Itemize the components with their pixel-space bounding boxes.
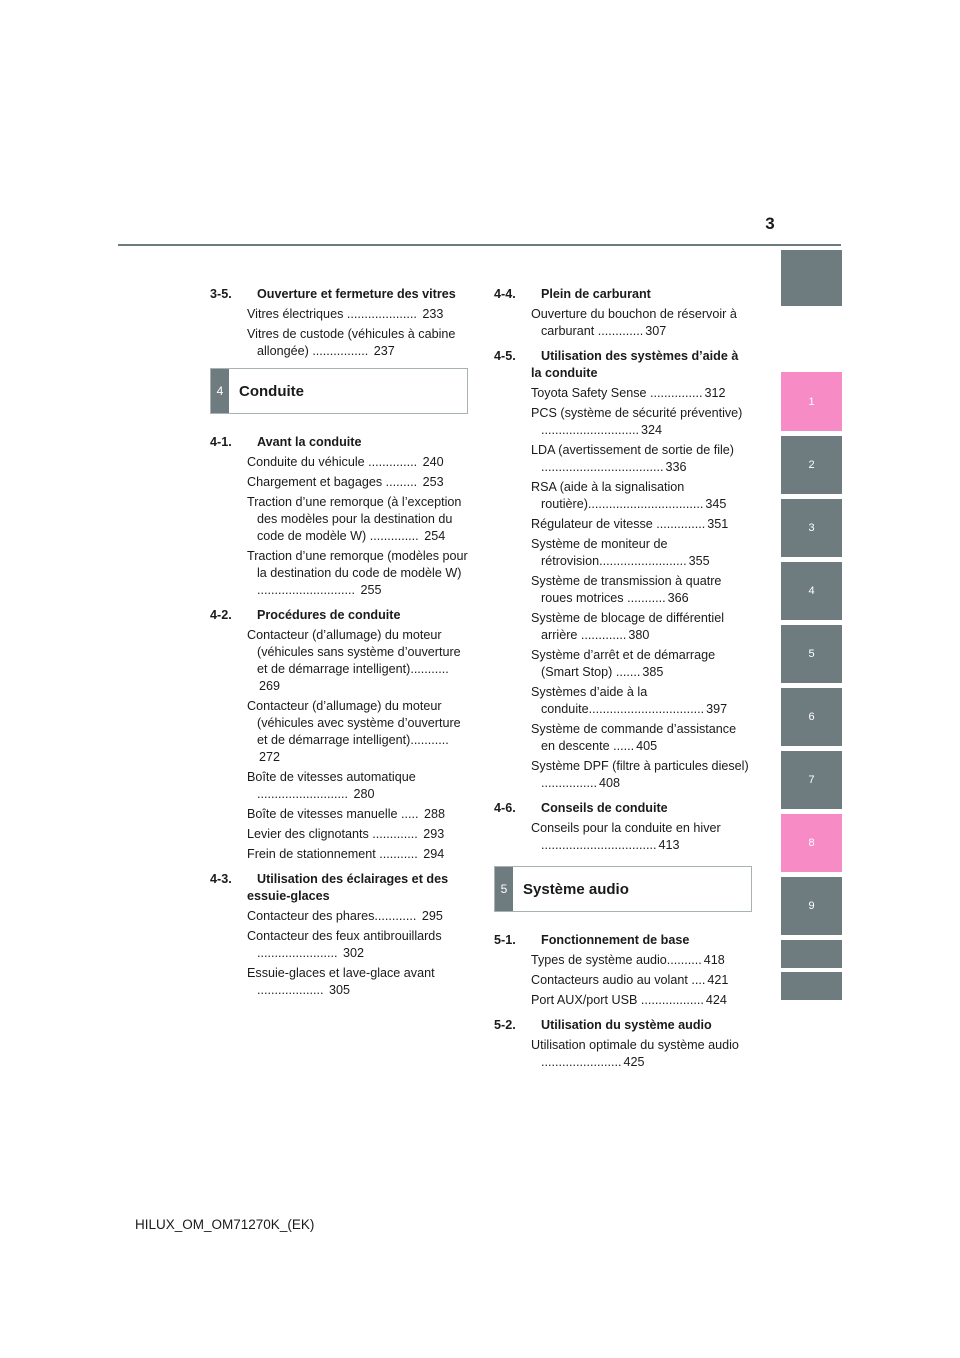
section-heading[interactable] bbox=[210, 286, 468, 303]
entry-page: 253 bbox=[422, 475, 444, 489]
header-rule bbox=[118, 244, 841, 246]
section-heading[interactable] bbox=[494, 348, 752, 382]
toc-entry[interactable] bbox=[494, 820, 752, 854]
toc-entry[interactable] bbox=[210, 769, 468, 803]
section-number: 3-5. bbox=[210, 287, 232, 301]
entry-page: 425 bbox=[623, 1055, 645, 1069]
section-number: 5-2. bbox=[494, 1018, 516, 1032]
entry-page: 237 bbox=[373, 344, 395, 358]
entry-page: 302 bbox=[342, 946, 364, 960]
toc-entry[interactable] bbox=[210, 454, 468, 471]
entry-title: Système d’arrêt et de démarrage (Smart Stop) ....... bbox=[531, 648, 716, 679]
entry-page: 272 bbox=[259, 750, 281, 764]
entry-title: Essuie-glaces et lave-glace avant ................... bbox=[247, 966, 435, 997]
entry-title: Système de blocage de différentiel arrière ............. bbox=[531, 611, 724, 642]
toc-entry[interactable] bbox=[494, 721, 752, 755]
entry-title: Contacteur (d’allumage) du moteur (véhicules sans système d’ouverture et de démarrage intelligent)........... bbox=[247, 628, 461, 676]
toc-entry[interactable] bbox=[494, 442, 752, 476]
toc-entry[interactable] bbox=[494, 1037, 752, 1071]
entry-title: Ouverture du bouchon de réservoir à carburant ............. bbox=[531, 307, 737, 338]
entry-title: Système de transmission à quatre roues motrices ........... bbox=[531, 574, 722, 605]
entry-page: 380 bbox=[628, 628, 650, 642]
entry-page: 424 bbox=[705, 993, 727, 1007]
entry-title: Traction d’une remorque (modèles pour la destination du code de modèle W) ............................ bbox=[247, 549, 468, 597]
entry-page: 307 bbox=[645, 324, 667, 338]
entry-page: 324 bbox=[640, 423, 662, 437]
entry-title: Système de commande d’assistance en descente ...... bbox=[531, 722, 737, 753]
toc-entry[interactable] bbox=[494, 479, 752, 513]
section-heading[interactable] bbox=[210, 607, 468, 624]
entry-title: Vitres de custode (véhicules à cabine allongée) ................ bbox=[247, 327, 456, 358]
entry-title: Système DPF (filtre à particules diesel) ................ bbox=[531, 759, 749, 790]
entry-page: 413 bbox=[658, 838, 680, 852]
toc-entry[interactable] bbox=[210, 548, 468, 599]
section-title: Fonctionnement de base bbox=[541, 933, 690, 947]
entry-title: Système de moniteur de rétrovision......................... bbox=[531, 537, 687, 568]
entry-page: 351 bbox=[707, 517, 729, 531]
section-title: Procédures de conduite bbox=[257, 608, 401, 622]
toc-entry[interactable] bbox=[210, 826, 468, 843]
entry-title: Chargement et bagages ......... bbox=[247, 475, 418, 489]
toc-entry[interactable] bbox=[494, 385, 752, 402]
entry-page: 312 bbox=[704, 386, 726, 400]
toc-entry[interactable] bbox=[494, 972, 752, 989]
chapter-tab-4[interactable]: 4 bbox=[781, 562, 842, 620]
toc-entry[interactable] bbox=[210, 908, 468, 925]
entry-page: 421 bbox=[707, 973, 729, 987]
chapter-tab[interactable] bbox=[781, 972, 842, 1000]
section-title: Plein de carburant bbox=[541, 287, 651, 301]
section-title: Utilisation des systèmes d’aide à la conduite bbox=[531, 349, 739, 380]
chapter-tab-7[interactable]: 7 bbox=[781, 751, 842, 809]
entry-title: Contacteurs audio au volant .... bbox=[531, 973, 706, 987]
toc-right-column bbox=[494, 286, 752, 1074]
entry-page: 288 bbox=[424, 807, 446, 821]
toc-entry[interactable] bbox=[494, 647, 752, 681]
section-number: 4-2. bbox=[210, 608, 232, 622]
chapter-heading-4[interactable] bbox=[210, 368, 468, 414]
page-number: 3 bbox=[765, 214, 775, 233]
toc-entry[interactable] bbox=[210, 698, 468, 766]
toc-entry[interactable] bbox=[210, 494, 468, 545]
toc-entry[interactable] bbox=[494, 536, 752, 570]
entry-page: 255 bbox=[360, 583, 382, 597]
toc-entry[interactable] bbox=[210, 474, 468, 491]
entry-page: 355 bbox=[688, 554, 710, 568]
chapter-tab-6[interactable]: 6 bbox=[781, 688, 842, 746]
section-heading[interactable] bbox=[494, 286, 752, 303]
entry-page: 269 bbox=[259, 679, 281, 693]
footer-code: HILUX_OM_OM71270K_(EK) bbox=[135, 1217, 315, 1232]
entry-title: Frein de stationnement ........... bbox=[247, 847, 418, 861]
entry-title: Levier des clignotants ............. bbox=[247, 827, 418, 841]
toc-entry[interactable] bbox=[494, 684, 752, 718]
toc-entry[interactable] bbox=[210, 627, 468, 695]
toc-entry[interactable] bbox=[494, 405, 752, 439]
toc-entry[interactable] bbox=[494, 610, 752, 644]
section-title: Ouverture et fermeture des vitres bbox=[257, 287, 456, 301]
entry-page: 254 bbox=[424, 529, 446, 543]
entry-title: Conduite du véhicule .............. bbox=[247, 455, 418, 469]
entry-page: 418 bbox=[703, 953, 725, 967]
entry-title: LDA (avertissement de sortie de file) ................................... bbox=[531, 443, 734, 474]
entry-title: PCS (système de sécurité préventive) ............................ bbox=[531, 406, 743, 437]
chapter-tab-2[interactable]: 2 bbox=[781, 436, 842, 494]
entry-page: 280 bbox=[353, 787, 375, 801]
section-heading[interactable] bbox=[494, 800, 752, 817]
section-title: Conseils de conduite bbox=[541, 801, 668, 815]
toc-entry[interactable] bbox=[494, 306, 752, 340]
section-number: 4-4. bbox=[494, 287, 516, 301]
chapter-heading-5[interactable] bbox=[494, 866, 752, 912]
section-number: 4-5. bbox=[494, 349, 516, 363]
section-heading[interactable] bbox=[210, 434, 468, 451]
section-number: 4-1. bbox=[210, 435, 232, 449]
chapter-number: 5 bbox=[495, 867, 513, 911]
section-title: Avant la conduite bbox=[257, 435, 362, 449]
entry-page: 294 bbox=[423, 847, 445, 861]
entry-page: 295 bbox=[421, 909, 443, 923]
entry-page: 397 bbox=[706, 702, 728, 716]
entry-title: Conseils pour la conduite en hiver ................................. bbox=[531, 821, 721, 852]
toc-entry[interactable] bbox=[210, 306, 468, 323]
toc-entry[interactable] bbox=[494, 516, 752, 533]
section-title: Utilisation des éclairages et des essuie-glaces bbox=[247, 872, 449, 903]
toc-entry[interactable] bbox=[210, 806, 468, 823]
section-number: 4-3. bbox=[210, 872, 232, 886]
chapter-title: Système audio bbox=[523, 880, 629, 898]
entry-title: Boîte de vitesses automatique .......................... bbox=[247, 770, 416, 801]
toc-entry[interactable] bbox=[210, 326, 468, 360]
chapter-number: 4 bbox=[211, 369, 229, 413]
toc-entry[interactable] bbox=[210, 965, 468, 999]
entry-page: 233 bbox=[422, 307, 444, 321]
entry-title: Régulateur de vitesse .............. bbox=[531, 517, 706, 531]
toc-entry[interactable] bbox=[494, 758, 752, 792]
toc-entry[interactable] bbox=[494, 952, 752, 969]
entry-title: Vitres électriques .................... bbox=[247, 307, 417, 321]
entry-title: Systèmes d’aide à la conduite................................. bbox=[531, 685, 705, 716]
entry-title: Contacteur (d’allumage) du moteur (véhicules avec système d’ouverture et de démarrage intelligent)........... bbox=[247, 699, 461, 747]
entry-title: Types de système audio.......... bbox=[531, 953, 702, 967]
toc-entry[interactable] bbox=[210, 928, 468, 962]
entry-title: Contacteur des phares............ bbox=[247, 909, 417, 923]
chapter-title: Conduite bbox=[239, 382, 304, 400]
entry-page: 345 bbox=[705, 497, 727, 511]
section-heading[interactable] bbox=[494, 932, 752, 949]
entry-title: Toyota Safety Sense ............... bbox=[531, 386, 703, 400]
section-heading[interactable] bbox=[494, 1017, 752, 1034]
section-heading[interactable] bbox=[210, 871, 468, 905]
entry-page: 405 bbox=[636, 739, 658, 753]
toc-entry[interactable] bbox=[494, 992, 752, 1009]
chapter-tab[interactable] bbox=[781, 250, 842, 306]
section-title: Utilisation du système audio bbox=[541, 1018, 712, 1032]
entry-page: 336 bbox=[665, 460, 687, 474]
chapter-tab-1[interactable]: 1 bbox=[781, 372, 842, 431]
entry-page: 240 bbox=[422, 455, 444, 469]
entry-title: Port AUX/port USB .................. bbox=[531, 993, 704, 1007]
entry-page: 293 bbox=[423, 827, 445, 841]
toc-left-column bbox=[210, 286, 468, 1002]
toc-entry[interactable] bbox=[210, 846, 468, 863]
chapter-tab-3[interactable]: 3 bbox=[781, 499, 842, 557]
entry-title: Contacteur des feux antibrouillards ....................... bbox=[247, 929, 442, 960]
entry-page: 408 bbox=[598, 776, 620, 790]
chapter-tab-9[interactable]: 9 bbox=[781, 877, 842, 935]
entry-title: Traction d’une remorque (à l’exception des modèles pour la destination du code de modèle W) .............. bbox=[247, 495, 462, 543]
chapter-tab-8[interactable]: 8 bbox=[781, 814, 842, 872]
entry-title: Utilisation optimale du système audio ....................... bbox=[531, 1038, 739, 1069]
entry-page: 305 bbox=[328, 983, 350, 997]
entry-title: Boîte de vitesses manuelle ..... bbox=[247, 807, 419, 821]
section-number: 4-6. bbox=[494, 801, 516, 815]
chapter-tab-5[interactable]: 5 bbox=[781, 625, 842, 683]
entry-title: RSA (aide à la signalisation routière)................................. bbox=[531, 480, 704, 511]
toc-entry[interactable] bbox=[494, 573, 752, 607]
section-number: 5-1. bbox=[494, 933, 516, 947]
entry-page: 385 bbox=[642, 665, 664, 679]
chapter-tab[interactable] bbox=[781, 940, 842, 968]
entry-page: 366 bbox=[667, 591, 689, 605]
